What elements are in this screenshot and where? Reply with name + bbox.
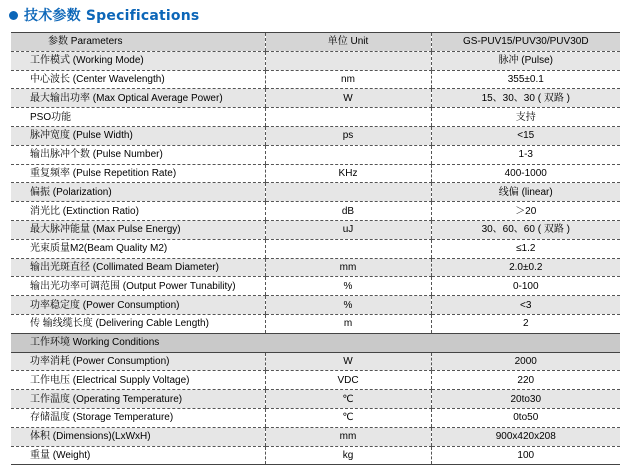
table-row bbox=[11, 126, 620, 145]
param-cell: 工作电压 (Electrical Supply Voltage) bbox=[11, 371, 265, 390]
param-cell: 体积 (Dimensions)(LxWxH) bbox=[11, 427, 265, 446]
value-cell: 20to30 bbox=[431, 390, 620, 409]
unit-cell bbox=[265, 239, 431, 258]
param-cell: 功率消耗 (Power Consumption) bbox=[11, 352, 265, 371]
table-row bbox=[11, 296, 620, 315]
param-cell: 重复频率 (Pulse Repetition Rate) bbox=[11, 164, 265, 183]
value-cell: 900x420x208 bbox=[431, 427, 620, 446]
unit-cell: m bbox=[265, 314, 431, 333]
table-row bbox=[11, 239, 620, 258]
condition-row bbox=[11, 371, 620, 390]
param-cell: 功率稳定度 (Power Consumption) bbox=[11, 296, 265, 315]
value-cell: <15 bbox=[431, 126, 620, 145]
table-row bbox=[11, 314, 620, 333]
unit-cell: mm bbox=[265, 258, 431, 277]
table-row bbox=[11, 183, 620, 202]
table-row bbox=[11, 220, 620, 239]
table-row bbox=[11, 202, 620, 221]
page-title-row bbox=[9, 4, 199, 26]
unit-cell bbox=[265, 145, 431, 164]
value-cell: 100 bbox=[431, 446, 620, 465]
param-cell: 输出脉冲个数 (Pulse Number) bbox=[11, 145, 265, 164]
value-cell: 2000 bbox=[431, 352, 620, 371]
condition-row bbox=[11, 446, 620, 465]
param-cell: 工作模式 (Working Mode) bbox=[11, 51, 265, 70]
table-row bbox=[11, 51, 620, 70]
table-row bbox=[11, 89, 620, 108]
unit-cell: W bbox=[265, 352, 431, 371]
table-row bbox=[11, 108, 620, 127]
unit-cell: dB bbox=[265, 202, 431, 221]
page-title: 技术参数 Specifications bbox=[24, 8, 200, 24]
value-cell: 355±0.1 bbox=[431, 70, 620, 89]
unit-cell: mm bbox=[265, 427, 431, 446]
table-row bbox=[11, 164, 620, 183]
value-cell: ＞20 bbox=[431, 202, 620, 221]
value-cell: 支持 bbox=[431, 108, 620, 127]
value-cell: 400-1000 bbox=[431, 164, 620, 183]
param-cell: 脉冲宽度 (Pulse Width) bbox=[11, 126, 265, 145]
value-cell: ≤1.2 bbox=[431, 239, 620, 258]
unit-cell: ps bbox=[265, 126, 431, 145]
value-cell: 脉冲 (Pulse) bbox=[431, 51, 620, 70]
section-spacer bbox=[431, 333, 620, 352]
table-row bbox=[11, 258, 620, 277]
condition-row bbox=[11, 390, 620, 409]
condition-row bbox=[11, 408, 620, 427]
value-cell: 2 bbox=[431, 314, 620, 333]
table-row bbox=[11, 277, 620, 296]
value-cell: 220 bbox=[431, 371, 620, 390]
unit-cell: KHz bbox=[265, 164, 431, 183]
param-cell: 输出光斑直径 (Collimated Beam Diameter) bbox=[11, 258, 265, 277]
condition-row bbox=[11, 352, 620, 371]
unit-cell bbox=[265, 183, 431, 202]
table-row bbox=[11, 70, 620, 89]
param-cell: 中心波长 (Center Wavelength) bbox=[11, 70, 265, 89]
param-cell: 最大脉冲能量 (Max Pulse Energy) bbox=[11, 220, 265, 239]
unit-cell bbox=[265, 108, 431, 127]
unit-cell: kg bbox=[265, 446, 431, 465]
unit-cell: ℃ bbox=[265, 390, 431, 409]
param-cell: 工作温度 (Operating Temperature) bbox=[11, 390, 265, 409]
param-cell: PSO功能 bbox=[11, 108, 265, 127]
unit-cell: ℃ bbox=[265, 408, 431, 427]
section-spacer bbox=[265, 333, 431, 352]
param-cell: 最大输出功率 (Max Optical Average Power) bbox=[11, 89, 265, 108]
value-cell: 30、60、60 ( 双路 ) bbox=[431, 220, 620, 239]
param-cell: 传 输线缆长度 (Delivering Cable Length) bbox=[11, 314, 265, 333]
condition-row bbox=[11, 427, 620, 446]
unit-cell: VDC bbox=[265, 371, 431, 390]
value-cell: 1-3 bbox=[431, 145, 620, 164]
value-cell: 15、30、30 ( 双路 ) bbox=[431, 89, 620, 108]
header-unit: 单位 Unit bbox=[265, 33, 431, 52]
header-model: GS-PUV15/PUV30/PUV30D bbox=[431, 33, 620, 52]
table-header-row bbox=[11, 33, 620, 52]
param-cell: 重量 (Weight) bbox=[30, 449, 91, 461]
param-cell: 存储温度 (Storage Temperature) bbox=[11, 408, 265, 427]
specifications-table bbox=[11, 32, 620, 465]
unit-cell: W bbox=[265, 89, 431, 108]
unit-cell: % bbox=[265, 277, 431, 296]
header-param: 参数 Parameters bbox=[11, 33, 265, 52]
unit-cell bbox=[265, 51, 431, 70]
param-cell: 消光比 (Extinction Ratio) bbox=[11, 202, 265, 221]
value-cell: <3 bbox=[431, 296, 620, 315]
unit-cell: uJ bbox=[265, 220, 431, 239]
blue-dot-icon bbox=[9, 11, 18, 20]
param-cell: 光束质量M2(Beam Quality M2) bbox=[11, 239, 265, 258]
param-cell: 输出光功率可调范围 (Output Power Tunability) bbox=[11, 277, 265, 296]
param-cell: 偏振 (Polarization) bbox=[11, 183, 265, 202]
unit-cell: nm bbox=[265, 70, 431, 89]
section-header-row bbox=[11, 333, 620, 352]
unit-cell: % bbox=[265, 296, 431, 315]
table-row bbox=[11, 145, 620, 164]
section-title: 工作环境 Working Conditions bbox=[11, 333, 265, 352]
value-cell: 2.0±0.2 bbox=[431, 258, 620, 277]
value-cell: 线偏 (linear) bbox=[431, 183, 620, 202]
value-cell: 0to50 bbox=[431, 408, 620, 427]
value-cell: 0-100 bbox=[431, 277, 620, 296]
